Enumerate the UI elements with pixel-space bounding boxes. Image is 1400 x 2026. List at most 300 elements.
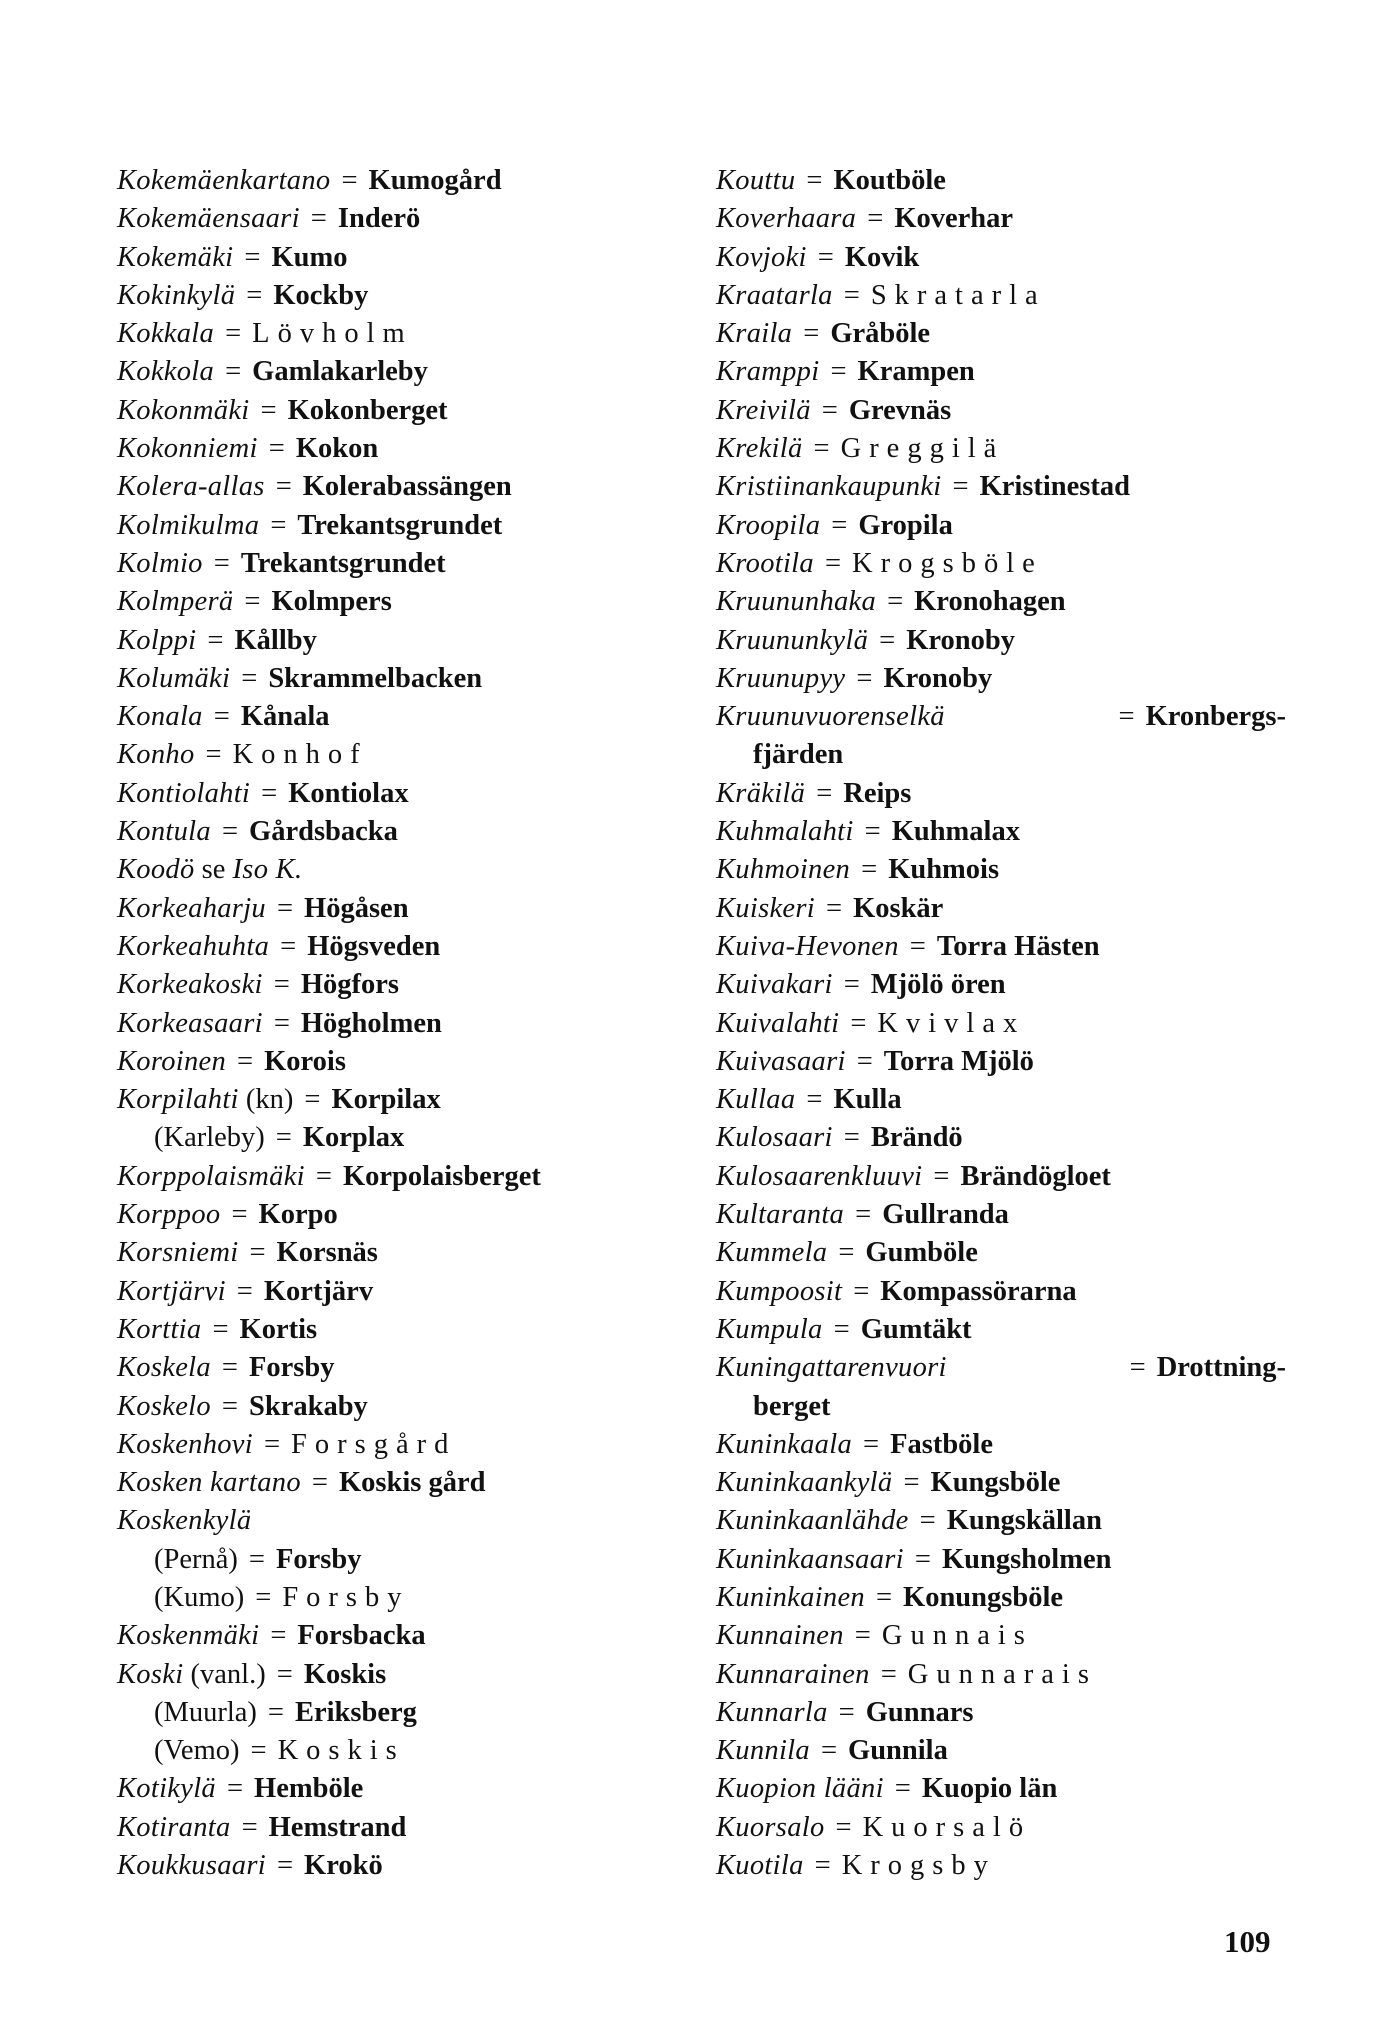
finnish-name: Kreivilä	[716, 394, 811, 426]
index-entry	[716, 1119, 1286, 1157]
finnish-name: Kuninkaala	[716, 1428, 852, 1460]
equals-sign: =	[221, 1352, 238, 1384]
qualifier: (Muurla)	[154, 1696, 257, 1728]
finnish-name: Konala	[117, 701, 203, 733]
swedish-name: Korpilax	[331, 1084, 441, 1116]
index-entry	[716, 1656, 1286, 1694]
qualifier: (Vemo)	[154, 1735, 240, 1767]
finnish-name: Kuorsalo	[716, 1811, 825, 1843]
index-entry	[117, 1349, 677, 1387]
finnish-name: Kolppi	[117, 624, 197, 656]
swedish-name: Forsby	[282, 1581, 410, 1613]
swedish-name: Lövholm	[252, 318, 413, 350]
index-entry	[117, 813, 677, 851]
finnish-name: Kunnainen	[716, 1620, 844, 1652]
index-entry	[716, 1426, 1286, 1464]
equals-sign: =	[806, 1084, 823, 1116]
equals-sign: =	[838, 1237, 855, 1269]
index-entry	[716, 775, 1286, 813]
equals-sign: =	[843, 279, 860, 311]
index-entry	[117, 1732, 677, 1770]
index-entry	[117, 1005, 677, 1043]
finnish-name: Kroopila	[716, 509, 821, 541]
equals-sign: =	[270, 1620, 287, 1652]
finnish-name: Kosken kartano	[117, 1467, 301, 1499]
equals-sign: =	[861, 854, 878, 886]
finnish-name: Kolmikulma	[117, 509, 260, 541]
index-entry	[716, 1770, 1286, 1808]
finnish-name: Kummela	[716, 1237, 828, 1269]
index-entry	[716, 277, 1286, 315]
swedish-name: Fastböle	[890, 1428, 993, 1460]
finnish-name: Kokemäki	[117, 241, 234, 273]
equals-sign: =	[310, 203, 327, 235]
entry-right	[1119, 1349, 1286, 1387]
finnish-name: Kuivasaari	[716, 1045, 846, 1077]
swedish-name: Kungsböle	[930, 1467, 1061, 1499]
finnish-name: Kolumäki	[117, 662, 231, 694]
index-entry	[117, 239, 677, 277]
index-entry	[117, 698, 677, 736]
index-entry	[716, 736, 1286, 774]
finnish-name: Kunnarla	[716, 1696, 828, 1728]
swedish-name: Trekantsgrundet	[297, 509, 503, 541]
index-entry	[117, 775, 677, 813]
equals-sign: =	[803, 318, 820, 350]
index-entry	[716, 966, 1286, 1004]
index-entry	[716, 1388, 1286, 1426]
finnish-name: Korppoo	[117, 1199, 221, 1231]
equals-sign: =	[887, 586, 904, 618]
swedish-name: Forsbacka	[297, 1620, 426, 1652]
index-entry	[117, 1502, 677, 1540]
equals-sign: =	[280, 930, 297, 962]
equals-sign: =	[843, 1122, 860, 1154]
swedish-name: Gamlakarleby	[252, 356, 428, 388]
finnish-name: Korttia	[117, 1313, 202, 1345]
swedish-name: Gullranda	[882, 1199, 1009, 1231]
swedish-name: Kovik	[844, 241, 920, 273]
index-entry	[716, 1847, 1286, 1885]
index-entry	[117, 1081, 677, 1119]
index-entry	[117, 736, 677, 774]
equals-sign: =	[820, 1735, 838, 1767]
entry-right	[1108, 698, 1286, 736]
swedish-name: Kronbergs-	[1145, 701, 1286, 733]
swedish-name: Kuorsalö	[862, 1811, 1032, 1843]
equals-sign: =	[831, 509, 848, 541]
finnish-name: Kontiolahti	[117, 777, 251, 809]
finnish-name: Kolera-allas	[117, 471, 265, 503]
finnish-name: Korkeaharju	[117, 892, 266, 924]
finnish-name: Kruunupyy	[716, 662, 846, 694]
index-entry	[716, 1694, 1286, 1732]
index-entry	[716, 162, 1286, 200]
equals-sign: =	[919, 1505, 936, 1537]
finnish-name: Kokonniemi	[117, 433, 258, 465]
swedish-name: Gumtäkt	[860, 1313, 972, 1345]
equals-sign: =	[909, 930, 926, 962]
finnish-name: Kovjoki	[716, 241, 807, 273]
equals-sign: =	[864, 816, 881, 848]
equals-sign: =	[821, 394, 838, 426]
finnish-name: Korkeasaari	[117, 1007, 263, 1039]
index-entry	[716, 583, 1286, 621]
index-entry	[716, 1005, 1286, 1043]
index-entry	[117, 1158, 677, 1196]
equals-sign: =	[856, 662, 873, 694]
equals-sign: =	[237, 1045, 254, 1077]
swedish-name: Kolerabassängen	[302, 471, 512, 503]
swedish-name: Forsby	[275, 1543, 362, 1575]
finnish-name: Koski	[117, 1658, 184, 1690]
finnish-name: Kuhmalahti	[716, 816, 854, 848]
equals-sign: =	[304, 1084, 321, 1116]
equals-sign: =	[273, 969, 290, 1001]
swedish-name: Kortjärv	[263, 1275, 374, 1307]
equals-sign: =	[249, 1237, 266, 1269]
finnish-name: Kumpoosit	[716, 1275, 843, 1307]
swedish-name: Koskis gård	[338, 1467, 486, 1499]
finnish-name: Koroinen	[117, 1045, 227, 1077]
equals-sign: =	[221, 816, 239, 848]
finnish-name: Koverhaara	[716, 203, 857, 235]
swedish-name: Kokonberget	[287, 394, 448, 426]
equals-sign: =	[246, 279, 263, 311]
finnish-name: Kunnila	[716, 1735, 810, 1767]
swedish-name: Kånala	[240, 701, 330, 733]
swedish-name: Brändö	[870, 1122, 963, 1154]
index-entry	[716, 1809, 1286, 1847]
swedish-name: Eriksberg	[294, 1696, 417, 1728]
equals-sign: =	[879, 624, 896, 656]
index-entry	[117, 430, 677, 468]
finnish-name: Korpilahti	[117, 1084, 239, 1116]
swedish-name: berget	[753, 1390, 831, 1422]
equals-sign: =	[244, 586, 261, 618]
entry-left	[716, 698, 945, 736]
finnish-name: Korppolaismäki	[117, 1160, 305, 1192]
index-entry	[716, 1502, 1286, 1540]
swedish-name: Kungskällan	[946, 1505, 1102, 1537]
equals-sign: =	[276, 1658, 293, 1690]
swedish-name: Kuhmalax	[891, 816, 1020, 848]
index-entry	[117, 1311, 677, 1349]
equals-sign: =	[903, 1467, 920, 1499]
index-entry	[117, 545, 677, 583]
swedish-name: Brändögloet	[960, 1160, 1111, 1192]
finnish-name: Kuningattarenvuori	[716, 1352, 947, 1384]
finnish-name: Kullaa	[716, 1084, 796, 1116]
equals-sign: =	[270, 509, 287, 541]
equals-sign: =	[894, 1773, 911, 1805]
index-entry	[716, 430, 1286, 468]
finnish-name: Kokonmäki	[117, 394, 250, 426]
index-entry	[716, 200, 1286, 238]
finnish-name: Kuivalahti	[716, 1007, 840, 1039]
finnish-name: Kotiranta	[117, 1811, 231, 1843]
finnish-name: Korsniemi	[117, 1237, 239, 1269]
right-column	[716, 162, 1286, 1885]
equals-sign: =	[854, 1620, 871, 1652]
index-entry	[117, 277, 677, 315]
finnish-name: Kraatarla	[716, 279, 833, 311]
finnish-name: Kruunuvuorenselkä	[716, 701, 945, 733]
swedish-name: Kontiolax	[288, 777, 409, 809]
swedish-name: fjärden	[753, 739, 844, 771]
swedish-name: Krokö	[304, 1850, 383, 1882]
qualifier: se	[201, 854, 226, 886]
finnish-name: Kokemäenkartano	[117, 165, 331, 196]
finnish-name: Koskelo	[117, 1390, 211, 1422]
index-entry	[716, 1311, 1286, 1349]
equals-sign: =	[875, 1581, 893, 1613]
finnish-name: Kuninkaankylä	[716, 1467, 893, 1499]
finnish-name: Korkeahuhta	[117, 930, 270, 962]
page-number: 109	[1224, 1924, 1271, 1959]
swedish-name: Krampen	[857, 356, 975, 388]
index-entry	[716, 622, 1286, 660]
index-entry	[117, 1234, 677, 1272]
qualifier: (Karleby)	[154, 1122, 265, 1154]
equals-sign: =	[221, 1390, 238, 1422]
finnish-name: Kulosaari	[716, 1122, 833, 1154]
equals-sign: =	[226, 1773, 244, 1805]
equals-sign: =	[1129, 1352, 1146, 1384]
index-entry	[716, 698, 1286, 736]
finnish-name: Kotikylä	[117, 1773, 216, 1805]
finnish-name: Kramppi	[716, 356, 820, 388]
index-entry	[117, 507, 677, 545]
index-entry	[117, 1809, 677, 1847]
index-entry	[117, 1388, 677, 1426]
index-entry	[716, 1349, 1286, 1387]
index-entry	[716, 890, 1286, 928]
swedish-name: Högfors	[300, 969, 399, 1001]
entry-left	[716, 1349, 947, 1387]
swedish-name: Korplax	[302, 1122, 405, 1154]
equals-sign: =	[843, 969, 860, 1001]
index-entry	[117, 353, 677, 391]
equals-sign: =	[231, 1199, 248, 1231]
equals-sign: =	[813, 433, 830, 465]
index-entry	[117, 1464, 677, 1502]
finnish-name: Kokemäensaari	[117, 203, 300, 235]
finnish-name: Kolmperä	[117, 586, 234, 618]
swedish-name: Reips	[843, 777, 912, 809]
equals-sign: =	[341, 165, 358, 196]
equals-sign: =	[225, 356, 242, 388]
equals-sign: =	[867, 203, 884, 235]
finnish-name: Kuotila	[716, 1850, 804, 1882]
swedish-name: Kvivlax	[877, 1007, 1026, 1039]
swedish-name: Koskis	[303, 1658, 387, 1690]
finnish-name: Kumpula	[716, 1313, 823, 1345]
finnish-name: Kontula	[117, 816, 211, 848]
index-entry	[716, 1617, 1286, 1655]
equals-sign: =	[850, 1007, 867, 1039]
index-entry	[716, 1081, 1286, 1119]
index-entry	[716, 392, 1286, 430]
index-entry	[117, 200, 677, 238]
swedish-name: Kronohagen	[914, 586, 1066, 618]
swedish-name: Mjölö ören	[870, 969, 1006, 1001]
equals-sign: =	[213, 701, 230, 733]
swedish-name: Kronoby	[906, 624, 1015, 656]
equals-sign: =	[855, 1199, 872, 1231]
swedish-name: Kokon	[295, 433, 379, 465]
qualifier: (kn)	[245, 1084, 294, 1116]
finnish-name: Koskela	[117, 1352, 211, 1384]
swedish-name: Krogsböle	[852, 547, 1043, 579]
finnish-name: Kuivakari	[716, 969, 833, 1001]
finnish-name: Kuiskeri	[716, 892, 815, 924]
finnish-name: Koukkusaari	[117, 1850, 266, 1882]
index-entry	[716, 1234, 1286, 1272]
finnish-name: Kulosaarenkluuvi	[716, 1160, 923, 1192]
swedish-name: Högholmen	[300, 1007, 442, 1039]
equals-sign: =	[853, 1275, 870, 1307]
swedish-name: Kockby	[273, 279, 369, 311]
finnish-name: Kuninkaanlähde	[716, 1505, 909, 1537]
swedish-name: Drottning-	[1156, 1352, 1286, 1384]
swedish-name: Kortis	[239, 1313, 318, 1345]
equals-sign: =	[205, 739, 222, 771]
equals-sign: =	[276, 892, 294, 924]
equals-sign: =	[838, 1696, 855, 1728]
finnish-name: Kultaranta	[716, 1199, 845, 1231]
swedish-name: Korpolaisberget	[342, 1160, 541, 1192]
swedish-name: Kolmpers	[271, 586, 392, 618]
index-entry	[117, 1770, 677, 1808]
index-entry	[117, 660, 677, 698]
equals-sign: =	[250, 1735, 267, 1767]
finnish-name: Kraila	[716, 318, 793, 350]
equals-sign: =	[863, 1428, 880, 1460]
index-entry	[716, 1158, 1286, 1196]
index-entry	[716, 315, 1286, 353]
equals-sign: =	[835, 1811, 852, 1843]
finnish-name: Koodö	[117, 854, 195, 886]
index-entry	[117, 1119, 677, 1157]
swedish-name: Kumogård	[368, 165, 502, 196]
index-entry	[117, 890, 677, 928]
finnish-name: Kunnarainen	[716, 1658, 870, 1690]
equals-sign: =	[814, 1850, 831, 1882]
finnish-name: Konho	[117, 739, 195, 771]
equals-sign: =	[914, 1543, 931, 1575]
qualifier: (vanl.)	[190, 1658, 266, 1690]
equals-sign: =	[213, 547, 230, 579]
index-entry	[117, 928, 677, 966]
index-entry	[716, 851, 1286, 889]
equals-sign: =	[261, 777, 278, 809]
equals-sign: =	[933, 1160, 950, 1192]
swedish-name: Trekantsgrundet	[240, 547, 446, 579]
finnish-name: Kolmio	[117, 547, 203, 579]
finnish-name: Korkeakoski	[117, 969, 263, 1001]
equals-sign: =	[275, 1122, 292, 1154]
swedish-name: Kumo	[271, 241, 348, 273]
swedish-name: Krogsby	[841, 1850, 996, 1882]
swedish-name: Skrammelbacken	[268, 662, 483, 694]
swedish-name: Inderö	[337, 203, 421, 235]
swedish-name: Forsgård	[291, 1428, 457, 1460]
finnish-name: Kuiva-Hevonen	[716, 930, 899, 962]
swedish-name: Hemböle	[254, 1773, 364, 1805]
finnish-name: Kuhmoinen	[716, 854, 851, 886]
finnish-name: Koskenkylä	[117, 1505, 252, 1537]
left-column	[117, 162, 677, 1885]
swedish-name: Kuopio län	[921, 1773, 1058, 1805]
index-entry	[716, 1273, 1286, 1311]
index-entry	[117, 1656, 677, 1694]
index-entry	[117, 468, 677, 506]
swedish-name: Koverhar	[894, 203, 1014, 235]
swedish-name: Skrakaby	[249, 1390, 368, 1422]
index-entry	[716, 1043, 1286, 1081]
swedish-name: Korsnäs	[276, 1237, 378, 1269]
index-entry	[117, 1579, 677, 1617]
swedish-name: Kronoby	[883, 662, 993, 694]
index-entry	[117, 162, 677, 200]
swedish-name: Koskär	[853, 892, 944, 924]
index-entry	[117, 966, 677, 1004]
index-entry	[117, 1694, 677, 1732]
index-entry	[117, 622, 677, 660]
swedish-name: Koutböle	[833, 165, 946, 196]
swedish-name: Gårdsbacka	[249, 816, 398, 848]
finnish-name: Kuninkainen	[716, 1581, 865, 1613]
index-entry	[716, 468, 1286, 506]
equals-sign: =	[212, 1313, 229, 1345]
swedish-name: Gunnais	[881, 1620, 1033, 1652]
qualifier: (Kumo)	[154, 1581, 245, 1613]
finnish-name: Krekilä	[716, 433, 803, 465]
index-entry	[716, 1732, 1286, 1770]
finnish-name: Kruununhaka	[716, 586, 877, 618]
index-entry	[716, 1541, 1286, 1579]
finnish-name: Kouttu	[716, 165, 796, 196]
index-entry	[117, 1617, 677, 1655]
equals-sign: =	[311, 1467, 328, 1499]
swedish-name: Hemstrand	[268, 1811, 407, 1843]
swedish-name: Högåsen	[304, 892, 409, 924]
swedish-name: Torra Mjölö	[883, 1045, 1034, 1077]
swedish-name: Konhof	[232, 739, 368, 771]
finnish-name: Kristiinankaupunki	[716, 471, 942, 503]
equals-sign: =	[260, 394, 277, 426]
index-entry	[117, 315, 677, 353]
equals-sign: =	[207, 624, 224, 656]
index-entry	[716, 928, 1286, 966]
finnish-name: Kokkola	[117, 356, 215, 388]
finnish-name: Kokkala	[117, 318, 215, 350]
finnish-name: Kokinkylä	[117, 279, 236, 311]
equals-sign: =	[830, 356, 847, 388]
swedish-name: Grevnäs	[848, 394, 952, 426]
swedish-name: Kristinestad	[979, 471, 1130, 503]
swedish-name: Forsby	[249, 1352, 335, 1384]
swedish-name: Kållby	[234, 624, 317, 656]
index-entry	[117, 1541, 677, 1579]
swedish-name: Torra Hästen	[936, 930, 1100, 962]
index-entry	[716, 353, 1286, 391]
swedish-name: Greggilä	[840, 433, 1005, 465]
swedish-name: Kuhmois	[888, 854, 1000, 886]
index-entry	[117, 1426, 677, 1464]
swedish-name: Gropila	[858, 509, 953, 541]
